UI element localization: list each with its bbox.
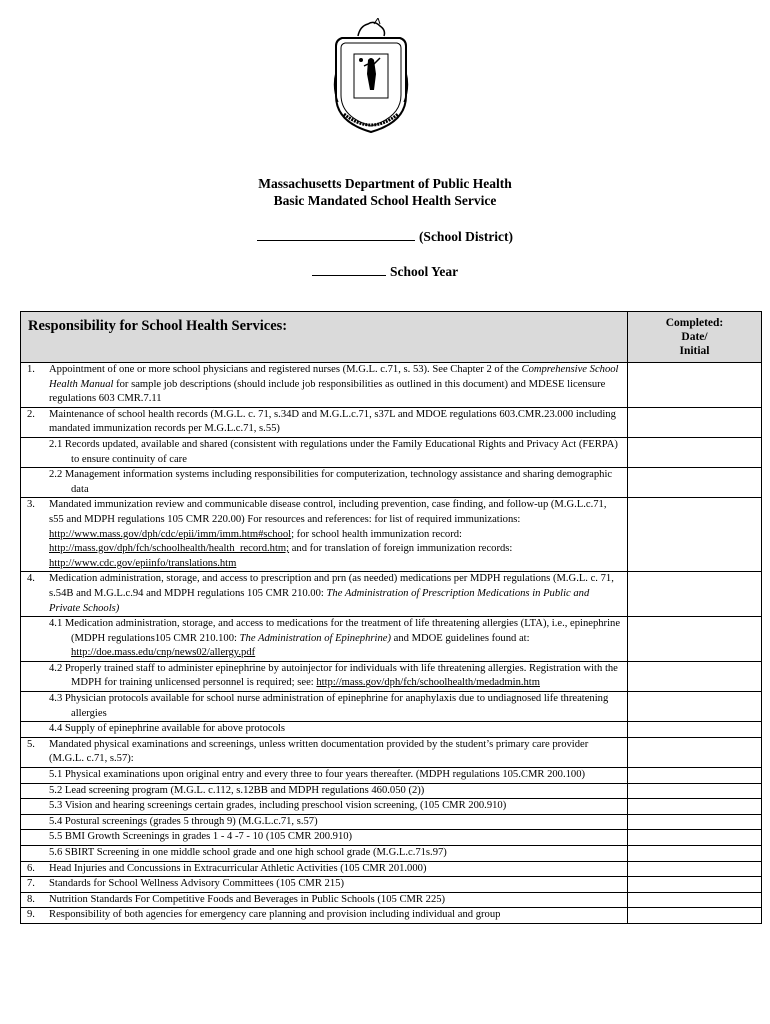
table-row xyxy=(21,737,762,767)
item-number: 2. xyxy=(27,408,35,420)
table-row xyxy=(21,892,762,908)
item-text xyxy=(49,498,623,571)
text-run: for sample job descriptions (should include job responsibilities as outlined in this document) and MDESE licensure regulations 603 CMR.7.11 xyxy=(49,378,606,405)
text-run: Head Injuries and Concussions in Extracurricular Athletic Activities (105 CMR 201.000) xyxy=(49,862,427,874)
table-row xyxy=(21,768,762,784)
reference-link[interactable]: http://www.mass.gov/dph/cdc/epii/imm/imm.htm#school xyxy=(49,528,292,540)
table-row xyxy=(21,661,762,691)
responsibility-cell xyxy=(21,877,628,893)
responsibility-table xyxy=(20,311,762,924)
item-text xyxy=(49,692,623,721)
responsibility-cell xyxy=(21,908,628,924)
completed-cell[interactable] xyxy=(628,498,762,572)
responsibility-cell xyxy=(21,892,628,908)
table-row xyxy=(21,572,762,617)
responsibility-cell xyxy=(21,468,628,498)
completed-cell[interactable] xyxy=(628,861,762,877)
department-title: Massachusetts Department of Public Health xyxy=(258,176,512,191)
italic-title: Comprehensive School Health Manual xyxy=(49,364,619,390)
italic-title: The Administration of Prescription Medications in Public and Private Schools) xyxy=(49,587,590,614)
school-year-blank[interactable] xyxy=(312,264,386,276)
item-text xyxy=(49,617,623,661)
table-row xyxy=(21,861,762,877)
completed-cell[interactable] xyxy=(628,908,762,924)
table-row xyxy=(21,814,762,830)
item-number: 9. xyxy=(27,909,35,921)
text-run: Mandated immunization review and communicable disease control, including prevention, case finding, and follow-up (M.G.L.c.71, s55 and MDPH regulations 105 CMR 220.00) For resources and references: for list of required immunizations: xyxy=(49,499,607,525)
text-run: 4.1 Medication administration, storage, and access to medications for the treatment of life threatening allergies (LTA), i.e., epinephrine (MDPH regulations105 CMR 210.100: xyxy=(49,618,621,644)
responsibility-cell xyxy=(21,861,628,877)
responsibility-heading: Responsibility for School Health Services: xyxy=(21,312,628,363)
text-run: Maintenance of school health records (M.G.L. c. 71, s.34D and M.G.L.c.71, s37L and MDOE regulations 603.CMR.23.000 including mandated immunization records per M.G.L.c.71, s.55) xyxy=(49,408,616,435)
responsibility-cell xyxy=(21,722,628,738)
item-text xyxy=(49,662,623,691)
completed-cell[interactable] xyxy=(628,661,762,691)
text-run: ; for school health immunization record: xyxy=(291,528,463,540)
completed-cell[interactable] xyxy=(628,363,762,408)
text-run: 5.5 BMI Growth Screenings in grades 1 - 4 -7 - 10 (105 CMR 200.910) xyxy=(49,831,353,843)
item-text xyxy=(49,572,623,616)
item-text xyxy=(49,893,623,908)
item-text xyxy=(49,877,623,892)
text-run: 2.1 Records updated, available and shared (consistent with regulations under the Family Educational Rights and Privacy Act (FERPA) to ensure continuity of care xyxy=(49,438,618,465)
item-number: 5. xyxy=(27,738,35,750)
responsibility-cell xyxy=(21,498,628,572)
item-text xyxy=(49,468,623,497)
completed-cell[interactable] xyxy=(628,572,762,617)
table-row xyxy=(21,498,762,572)
service-title: Basic Mandated School Health Service xyxy=(273,193,497,208)
text-run: Standards for School Wellness Advisory Committees (105 CMR 215) xyxy=(49,878,344,890)
item-text xyxy=(49,830,623,845)
reference-link[interactable]: http://mass.gov/dph/fch/schoolhealth/medadmin.htm xyxy=(316,677,540,689)
completed-cell[interactable] xyxy=(628,722,762,738)
item-text xyxy=(49,846,623,861)
item-text xyxy=(49,408,623,437)
completed-cell[interactable] xyxy=(628,892,762,908)
italic-title: The Administration of Epinephrine) xyxy=(239,632,391,644)
text-run: 5.6 SBIRT Screening in one middle school grade and one high school grade (M.G.L.c.71s.97) xyxy=(49,847,447,858)
table-row xyxy=(21,722,762,738)
responsibility-cell xyxy=(21,617,628,662)
text-run: 5.1 Physical examinations upon original entry and every three to four years thereafter. (MDPH regulations 105.CMR 200.100) xyxy=(49,769,586,781)
text-run: and for translation of foreign immunization records: xyxy=(289,543,513,555)
item-number: 7. xyxy=(27,878,35,890)
table-row xyxy=(21,363,762,408)
completed-cell[interactable] xyxy=(628,768,762,784)
table-row xyxy=(21,830,762,846)
table-row xyxy=(21,846,762,862)
school-district-label: (School District) xyxy=(418,229,514,244)
completed-cell[interactable] xyxy=(628,814,762,830)
completed-cell[interactable] xyxy=(628,407,762,437)
completed-header-line: Initial xyxy=(679,345,710,357)
text-run: 4.4 Supply of epinephrine available for above protocols xyxy=(49,723,285,735)
item-number: 1. xyxy=(27,364,35,375)
item-text xyxy=(49,862,623,877)
text-run: 4.2 Properly trained staff to administer epinephrine by autoinjector for individuals with life threatening allergies. Registration with the MDPH for training unlicensed personnel is required; see: xyxy=(49,662,618,689)
responsibility-cell xyxy=(21,846,628,862)
completed-header-line: Completed: xyxy=(665,317,724,329)
responsibility-cell xyxy=(21,572,628,617)
reference-link[interactable]: http://mass.gov/dph/fch/schoolhealth/health_record.htm; xyxy=(49,543,290,555)
text-run: 4.3 Physician protocols available for school nurse administration of epinephrine for anaphylaxis due to undiagnosed life threatening allergies xyxy=(49,693,609,719)
item-number: 8. xyxy=(27,893,35,905)
text-run: 5.2 Lead screening program (M.G.L. c.112, s.12BB and MDPH regulations 460.050 (2)) xyxy=(49,784,425,796)
completed-cell[interactable] xyxy=(628,692,762,722)
completed-cell[interactable] xyxy=(628,799,762,815)
table-row xyxy=(21,437,762,467)
item-text xyxy=(49,908,623,923)
school-district-line xyxy=(0,229,770,245)
responsibility-cell xyxy=(21,437,628,467)
responsibility-cell xyxy=(21,737,628,767)
completed-cell[interactable] xyxy=(628,783,762,799)
completed-header-line: Date/ xyxy=(681,331,708,343)
text-run: and MDOE guidelines found at: xyxy=(390,632,530,644)
table-row xyxy=(21,799,762,815)
text-run: Medication administration, storage, and access to prescription and prn (as needed) medications per MDPH regulations (M.G.L. c. 71, s.54B and M.G.L.c.94 and MDPH regulations 105 CMR 210.00: xyxy=(49,573,614,599)
school-year-label: School Year xyxy=(389,264,459,279)
item-text xyxy=(49,815,623,830)
text-run: Mandated physical examinations and screenings, unless written documentation provided by the student’s primary care provider (M.G.L. c.71, s.57): xyxy=(49,738,589,765)
table-row xyxy=(21,692,762,722)
text-run: Nutrition Standards For Competitive Foods and Beverages in Public Schools (105 CMR 225) xyxy=(49,893,446,905)
completed-cell[interactable] xyxy=(628,617,762,662)
table-row xyxy=(21,468,762,498)
massachusetts-seal-icon xyxy=(330,18,412,136)
table-row xyxy=(21,908,762,924)
text-run: 5.3 Vision and hearing screenings certain grades, including preschool vision screening, (105 CMR 200.910) xyxy=(49,800,507,812)
text-run: Appointment of one or more school physicians and registered nurses (M.G.L. c.71, s. 53). See Chapter 2 of the xyxy=(49,364,522,375)
item-text xyxy=(49,768,623,783)
table-row xyxy=(21,783,762,799)
item-text xyxy=(49,738,623,767)
responsibility-cell xyxy=(21,692,628,722)
item-number: 4. xyxy=(27,573,35,585)
responsibility-cell xyxy=(21,814,628,830)
item-text xyxy=(49,363,623,407)
completed-cell[interactable] xyxy=(628,830,762,846)
completed-cell[interactable] xyxy=(628,437,762,467)
completed-cell[interactable] xyxy=(628,846,762,862)
responsibility-rows xyxy=(21,363,762,924)
completed-cell[interactable] xyxy=(628,877,762,893)
school-district-blank[interactable] xyxy=(257,229,415,241)
item-text xyxy=(49,799,623,814)
responsibility-cell xyxy=(21,830,628,846)
responsibility-cell xyxy=(21,363,628,408)
responsibility-cell xyxy=(21,407,628,437)
responsibility-cell xyxy=(21,768,628,784)
item-number: 3. xyxy=(27,499,35,511)
reference-link[interactable]: http://www.cdc.gov/epiinfo/translations.htm xyxy=(49,557,237,569)
table-row xyxy=(21,617,762,662)
reference-link[interactable]: http://doe.mass.edu/cnp/news02/allergy.pdf xyxy=(71,647,256,659)
item-text xyxy=(49,784,623,799)
text-run: Responsibility of both agencies for emergency care planning and provision including individual and group xyxy=(49,909,501,921)
item-text xyxy=(49,722,623,737)
text-run: 2.2 Management information systems including responsibilities for computerization, technology assistance and sharing demographic data xyxy=(49,469,613,495)
table-row xyxy=(21,877,762,893)
responsibility-cell xyxy=(21,783,628,799)
completed-cell[interactable] xyxy=(628,737,762,767)
table-row xyxy=(21,407,762,437)
item-number: 6. xyxy=(27,862,35,874)
completed-cell[interactable] xyxy=(628,468,762,498)
item-text xyxy=(49,438,623,467)
responsibility-cell xyxy=(21,799,628,815)
school-year-line xyxy=(0,264,770,280)
text-run: 5.4 Postural screenings (grades 5 through 9) (M.G.L.c.71, s.57) xyxy=(49,815,318,827)
responsibility-cell xyxy=(21,661,628,691)
completed-header xyxy=(628,312,762,363)
